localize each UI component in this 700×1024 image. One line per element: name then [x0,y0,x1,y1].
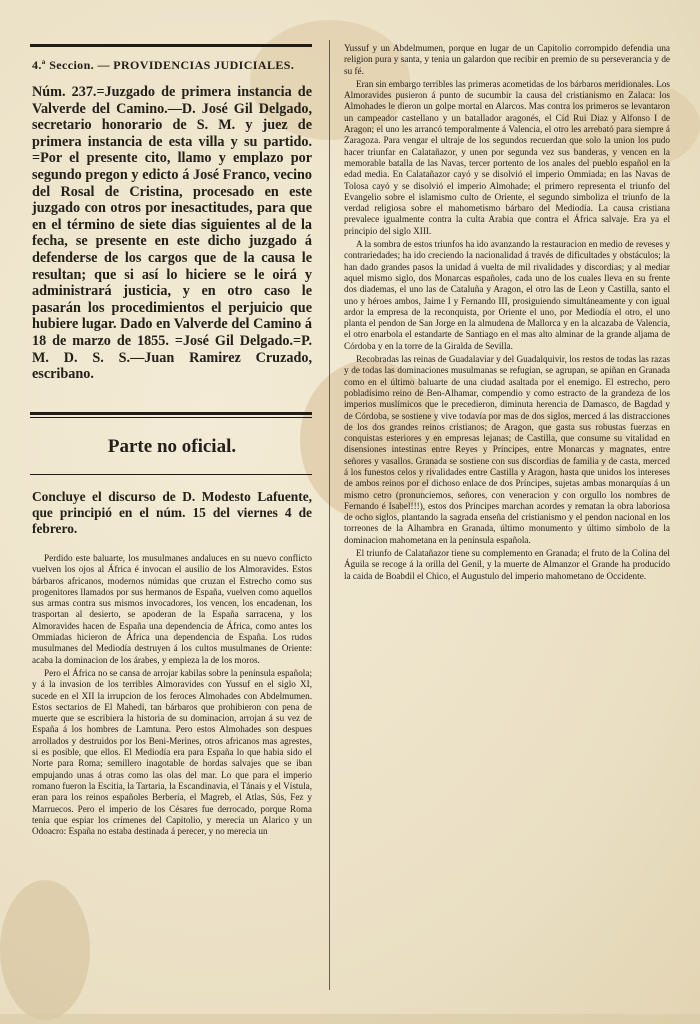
judicial-edict: Núm. 237.=Juzgado de primera instancia de Valverde del Camino.—D. José Gil Delgado, secretario honorario de S. M. y juez de primera instancia de esta villa y su partido. =Por el presente cito, llamo y emplazo por segundo pregon y edicto á José Franco, vecino del Rosal de Cristina, procesado en este juzgado con otros por inesactitudes, para que en el término de siete dias siguientes al de la fecha, se presente en este dicho juzgado á defenderse de los cargos que de la causa le resultan; que si así lo hiciere se le oirá y administrará justicia, y en otro caso le pasarán los procedimientos el perjuicio que hubiere lugar. Dado en Valverde del Camino á 18 de marzo de 1855. =José Gil Delgado.=P. M. D. S. S.—Juan Ramirez Cruzado, escribano. [32,84,312,383]
article-body-right [344,43,670,582]
paragraph: Yussuf y un Abdelmumen, porque en lugar de un Capitolio corrompido defendia una religion pura y santa, y tenia un galardon que recibir en premio de su perseverancia y de su fé. [344,43,670,76]
article-body-left [32,553,312,837]
separator-rule [30,412,312,415]
separator-rule-thin [30,417,312,418]
right-column [344,0,676,1024]
paragraph: El triunfo de Calatañazor tiene su complemento en Granada; el fruto de la Colina del Águila se recoge á la orilla del Genil, y la muerte de Almanzor el Grande ha producido la caida de Boabdil el Chico, el Augustulo del imperio mahometano de Occidente. [344,548,670,581]
column-divider [329,40,330,990]
title-underline [30,474,312,475]
page-bottom-edge [0,1014,700,1024]
paragraph: Perdido este baluarte, los musulmanes andaluces en su nuevo conflicto vuelven los ojos al África é invocan el ausilio de los Almoravides. Estos bárbaros africanos, modernos númidas que cruzan el Estrecho como sus progenitores llamados por sus hermanos de España, vuelven como aquellos sus armas contra sus mismos invocadores, los vencen, los encadenan, los trasportan al desierto, se apoderan de la España sarracena, y los Almoravides hacen de España una dependencia de África, como antes los Ommiadas hicieron de África una dependencia de España. Los rudos musulmanes del Mediodía destruyen á los cultos musulmanes de Oriente: acaba la dominacion de los árabes, y empieza la de los moros. [32,553,312,665]
left-column [22,0,314,1024]
paragraph: Pero el África no se cansa de arrojar kabilas sobre la península española; y á la invasion de los terribles Almoravides con Yussuf en el siglo XI, sucede en el XII la irrupcion de los feroces Almohades con Abdelmumen. Estos sectarios de El Mahedi, tan bárbaros que prohibieron con pena de muerte que se escribiera la historia de su dominacion, arrojan á su vez de España á los hombres de Lamtuna. Pero estos Almohades son despues arrollados y destruidos por los Beni-Merines, otros africanos mas agrestes, si es posible, que ellos. El Mediodía era para España lo que habia sido el Norte para Roma; semillero inagotable de hordas salvajes que se iban empujando unas á otras como las olas del mar. Lo que para el imperio romano fueron la Escitia, la Tartaria, la Escandinavia, el Tánais y el Vístula, eran para los reinos españoles Berbería, el Magreb, el Atlas, Sús, Fez y Marruecos. Pero el imperio de los Césares fue derrocado, porque Roma tenia que espiar los crímenes del Capitolio, y merecia un Alarico y un Odoacro: España no estaba destinada á perecer, y no merecia un [32,667,312,837]
paragraph: A la sombra de estos triunfos ha ido avanzando la restauracion en medio de reveses y contrariedades; ha ido creciendo la nacionalidad á través de dificultades y obstáculos; la han dado grandes pasos la unidad á vuelta de mil rivalidades y discordias; y al mediar aquel mismo siglo, dos Monarcas españoles, cada uno de los cuales lleva en su frente dos diademas, el uno las de Cataluña y Aragon, el otro las de Leon y Castilla, santo el uno y héroes ambos, Jaime I y Fernando III, prosiguiendo simultáneamente y con igual ardor la empresa de la reconquista, por Oriente el uno, por Mediodía el otro, el uno planta el pendon de San Jorge en la almudena de Mallorca y en la alcazaba de Valencia, el otro enarbola el estandarte de Santiago en el mas alto alminar de la grande aljama de Córdoba y en la torre de la Giralda de Sevilla. [344,239,670,351]
paragraph: Eran sin embargo terribles las primeras acometidas de los bárbaros meridionales. Los Almoravides pusieron á punto de sucumbir la causa del cristianismo en Zalaca: los Almohades le dieron un golpe mortal en Alarcos. Mas contra los primeros se levantaron un campeador castellano y un batallador aragonés, el Cid Rui Diaz y Alfonso I de Aragon; el uno les arrancó temporalmente á Valencia, el otro les arrebató para siempre á Zaragoza. Para vengar el ultraje de los segundos recuerdan que solo la union los pudo hacer triunfar en Calatañazor, y unen por segunda vez sus banderas, y vencen en la memorable batalla de las Navas, tercer portento de los anales del pueblo español en la edad media. En Calatañazor cayó y se disolvió el imperio Ommiada; en las Navas de Tolosa cayó y se disolvió el imperio Almohade; el primero representa el triunfo del Evangelio sobre el islamismo culto de Oriente, el segundo simboliza el triunfo de la verdad religiosa sobre el mahometismo bárbaro del Mediodía. La causa cristiana prevalece igualmente contra la culta Arabia que contra el África salvaje. Era ya el principio del siglo XIII. [344,78,670,236]
top-rule [30,44,312,47]
section-heading: 4.ª Seccion. — PROVIDENCIAS JUDICIALES. [32,58,295,72]
part-title: Parte no oficial. [107,436,237,457]
paragraph: Recobradas las reinas de Guadalaviar y del Guadalquivir, los restos de todas las razas y de todas las dominaciones musulmanas se refugian, se agrupan, se apiñan en Granada como en el último baluarte de una ciudad asaltada por el enemigo. El estrecho, pero pobladísimo reino de Ben-Alhamar, compendio y como estracto de la grandeza de los imperios muslímicos que le precedieron, diminuta herencia de Damasco, de Bagdad y de Córdoba, se sostiene y vive todavía por mas de dos siglos, merced á las distracciones de los dos grandes reinos cristianos; de Aragon, que gasta sus robustas fuerzas en conquistas esteriores y en empresas lejanas; de Castilla, que consume su vitalidad en disensiones intestinas entre Reyes y Príncipes, entre Monarcas y magnates, entre señores y vasallos. Granada se sostiene con sus discordias de familia y de casta, merced á los funestos celos y rivalidades entre Castilla y Aragon, hasta que unidos los intereses de ambos reinos por el dichoso enlace de dos Príncipes, sujetas ambas monarquías á un mismo cetro (pronunciemos, señores, con veneracion y con orgullo los nombres de Fernando é Isabel!!!), estos dos Príncipes marchan acordes y rematan la obra laboriosa de ocho siglos, plantando la sagrada enseña del cristianismo y el pendon nacional en los torreones de la Alhambra en Granada, último monumento y último símbolo de la dominacion mahometana en la península española. [344,354,670,545]
article-subheading: Concluye el discurso de D. Modesto Lafuente, que principió en el núm. 15 del viernes 4 de febrero. [32,489,312,537]
